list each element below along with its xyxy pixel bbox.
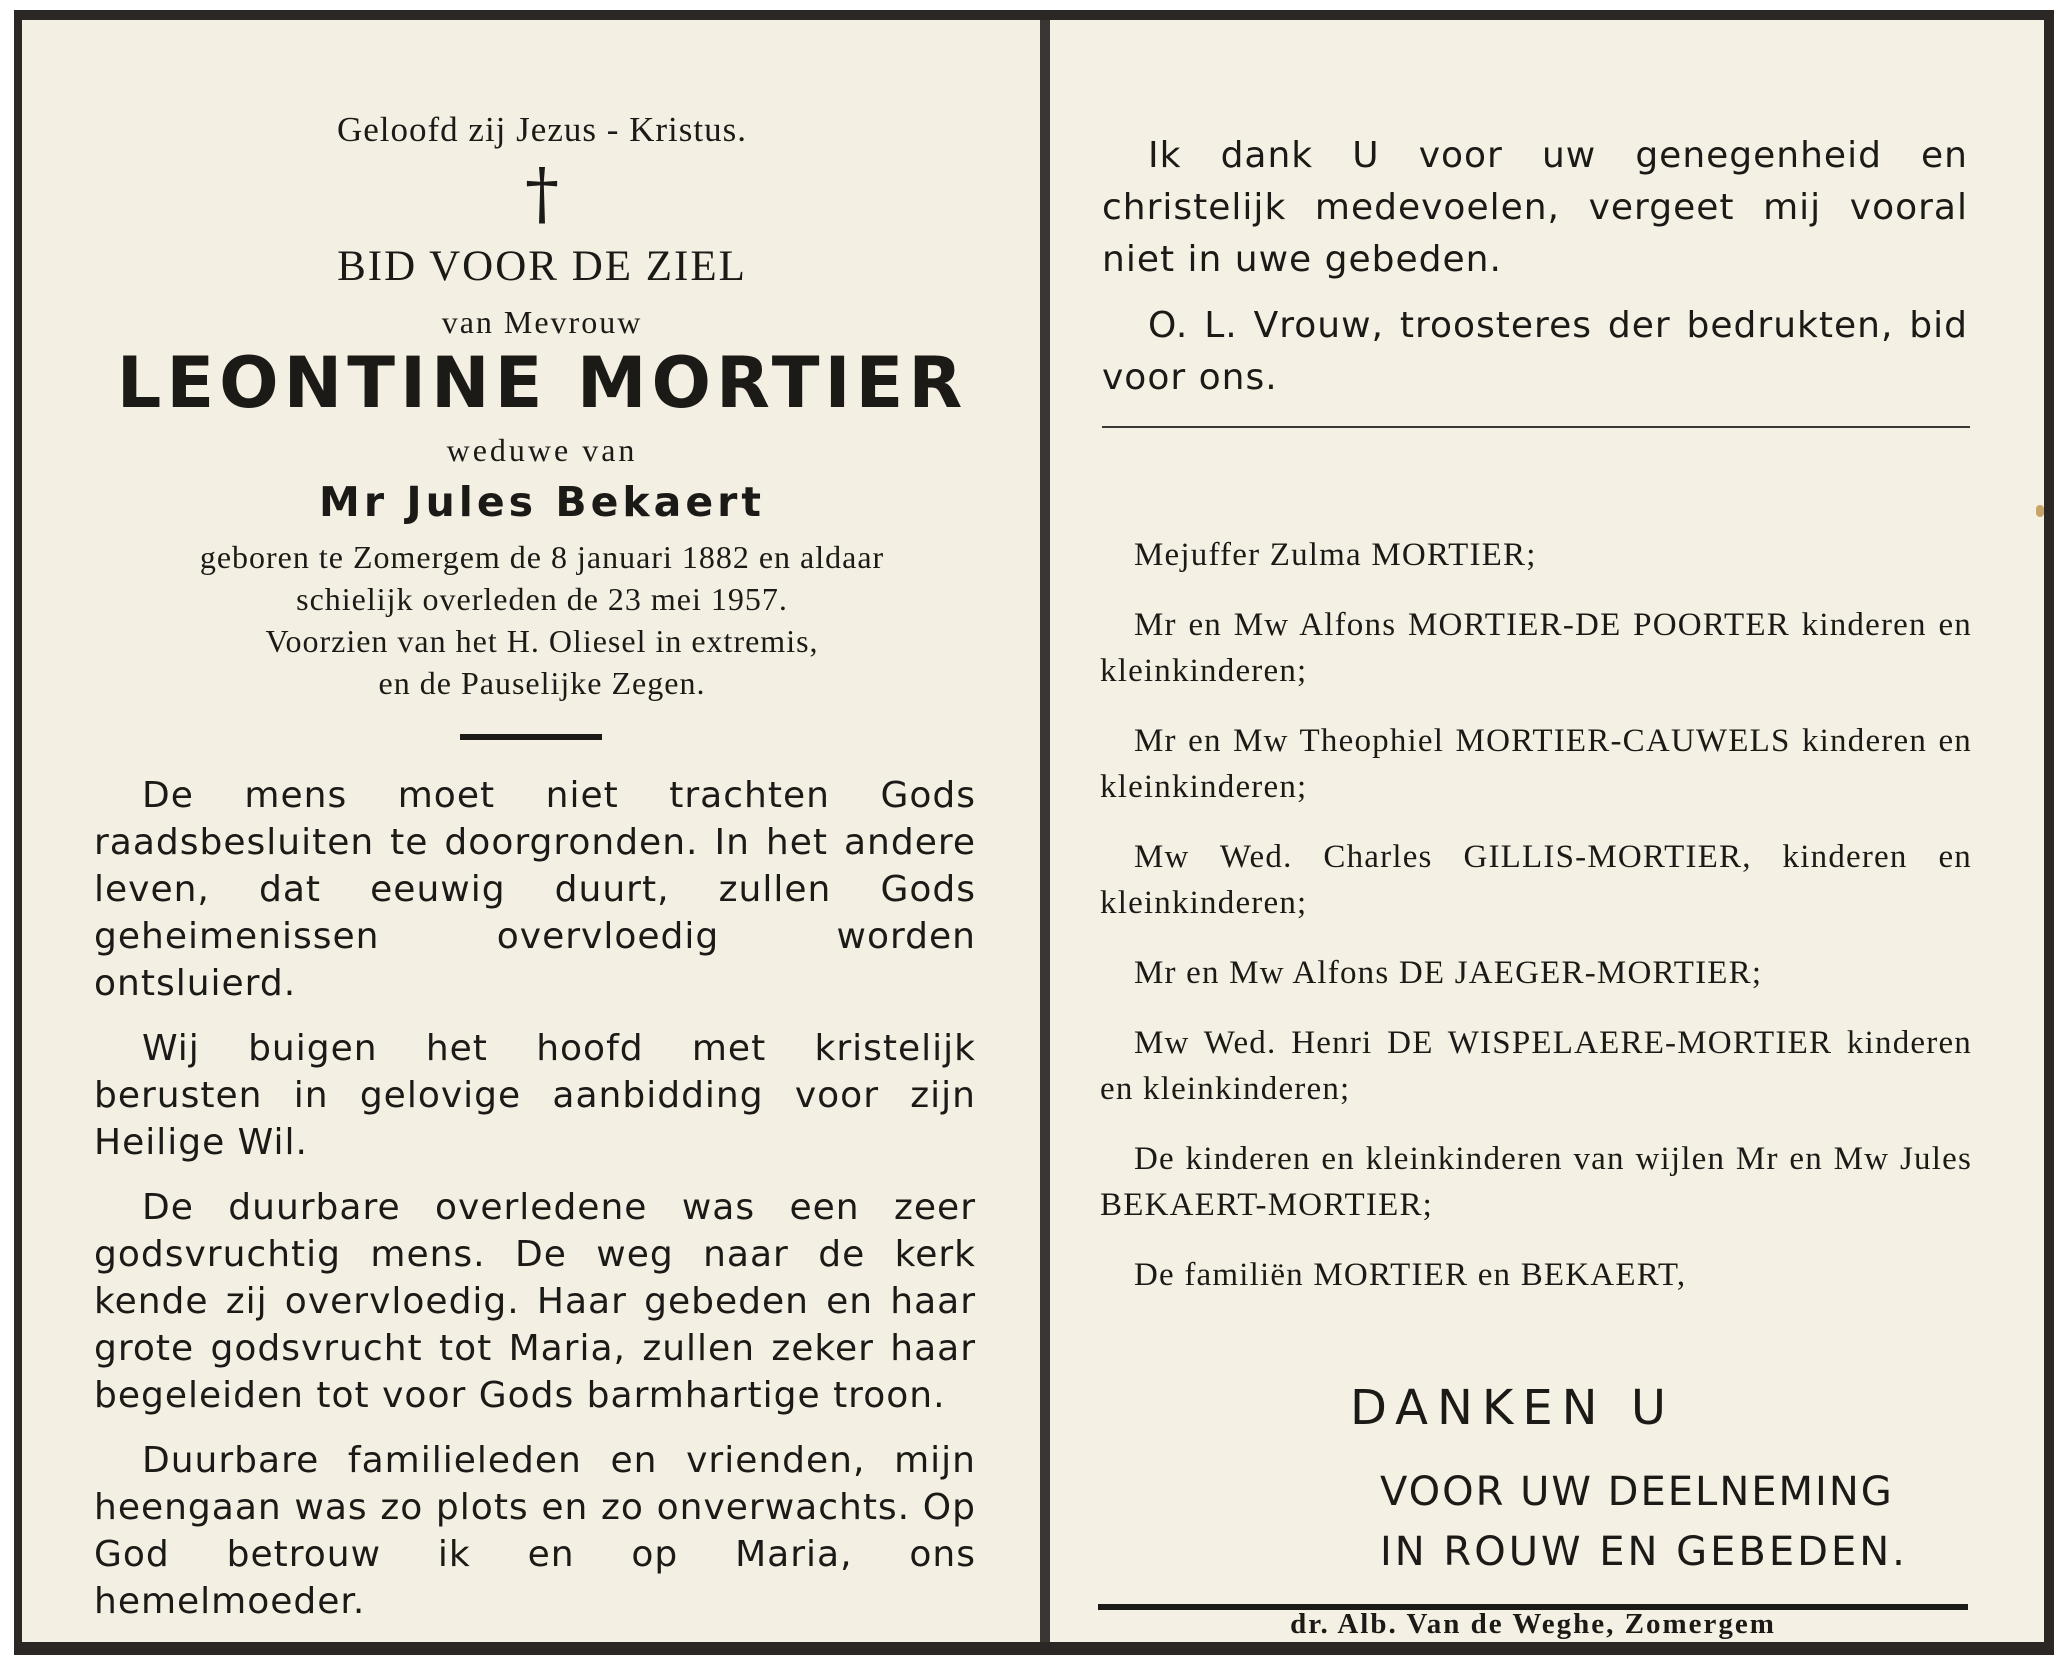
thanks-heading: DANKEN U: [1350, 1380, 1675, 1436]
divider: [460, 734, 602, 740]
paragraph: Wij buigen het hoofd met kristelijk berusten in gelovige aanbidding voor zijn Heilige Wil.: [94, 1028, 976, 1163]
prayer-heading: BID VOOR DE ZIEL: [337, 243, 747, 290]
family-entry: Mw Wed. Charles GILLIS-MORTIER, kinderen en kleinkinderen;: [1100, 839, 1972, 921]
blessing-line: en de Pauselijke Zegen.: [378, 665, 706, 701]
paragraph: Duurbare familieleden en vrienden, mijn heengaan was zo plots en zo onverwachts. Op God betrouw ik en op Maria, ons hemelmoeder.: [94, 1440, 976, 1622]
paragraph: De duurbare overledene was een zeer godsvruchtig mens. De weg naar de kerk kende zij overvloedig. Haar gebeden en haar grote godsvrucht tot Maria, zullen zeker haar begeleiden tot voor Gods barmhartige troon.: [94, 1187, 976, 1416]
memorial-card: [14, 10, 2054, 1655]
thanks-line: VOOR UW DEELNEMING: [1380, 1469, 1894, 1515]
death-line: schielijk overleden de 23 mei 1957.: [296, 581, 788, 617]
sacrament-line: Voorzien van het H. Oliesel in extremis,: [265, 623, 819, 659]
family-entry: De kinderen en kleinkinderen van wijlen Mr en Mw Jules BEKAERT-MORTIER;: [1100, 1141, 1972, 1223]
stain-mark: [2036, 505, 2044, 517]
paragraph: O. L. Vrouw, troosteres der bedrukten, bid voor ons.: [1102, 305, 1968, 398]
family-entry: Mr en Mw Alfons MORTIER-DE POORTER kinderen en kleinkinderen;: [1100, 607, 1972, 689]
printer-credit: dr. Alb. Van de Weghe, Zomergem: [1290, 1608, 1776, 1640]
divider: [1102, 426, 1970, 428]
widow-of: weduwe van: [446, 432, 638, 468]
family-list: [1100, 532, 1972, 1322]
left-page: [22, 20, 1040, 1642]
spouse-name: Mr Jules Bekaert: [319, 478, 765, 526]
right-page: [1050, 20, 2044, 1642]
birth-death-info: [102, 536, 982, 704]
family-entry: Mr en Mw Alfons DE JAEGER-MORTIER;: [1134, 955, 1763, 991]
thanks-text: [1380, 1462, 1960, 1582]
header-text: Geloofd zij Jezus - Kristus.: [336, 110, 747, 149]
family-entry: De familiën MORTIER en BEKAERT,: [1134, 1257, 1687, 1293]
reflection-text: [94, 772, 976, 1643]
card-fold: [1040, 20, 1050, 1642]
paragraph: Ik dank U voor uw genegenheid en christelijk medevoelen, vergeet mij vooral niet in uwe gebeden.: [1102, 135, 1968, 280]
family-entry: Mejuffer Zulma MORTIER;: [1134, 537, 1537, 573]
gratitude-text: [1102, 130, 1968, 418]
thanks-line: IN ROUW EN GEBEDEN.: [1380, 1529, 1908, 1575]
title-of: van Mevrouw: [441, 304, 643, 340]
family-entry: Mw Wed. Henri DE WISPELAERE-MORTIER kinderen en kleinkinderen;: [1100, 1025, 1972, 1107]
family-entry: Mr en Mw Theophiel MORTIER-CAUWELS kinderen en kleinkinderen;: [1100, 723, 1972, 805]
cross-icon: †: [525, 155, 559, 234]
paragraph: De mens moet niet trachten Gods raadsbesluiten te doorgronden. In het andere leven, dat eeuwig duurt, zullen Gods geheimenissen overvloedig worden ontsluierd.: [94, 775, 976, 1004]
deceased-name: LEONTINE MORTIER: [116, 342, 968, 424]
birth-line: geboren te Zomergem de 8 januari 1882 en aldaar: [199, 539, 885, 575]
